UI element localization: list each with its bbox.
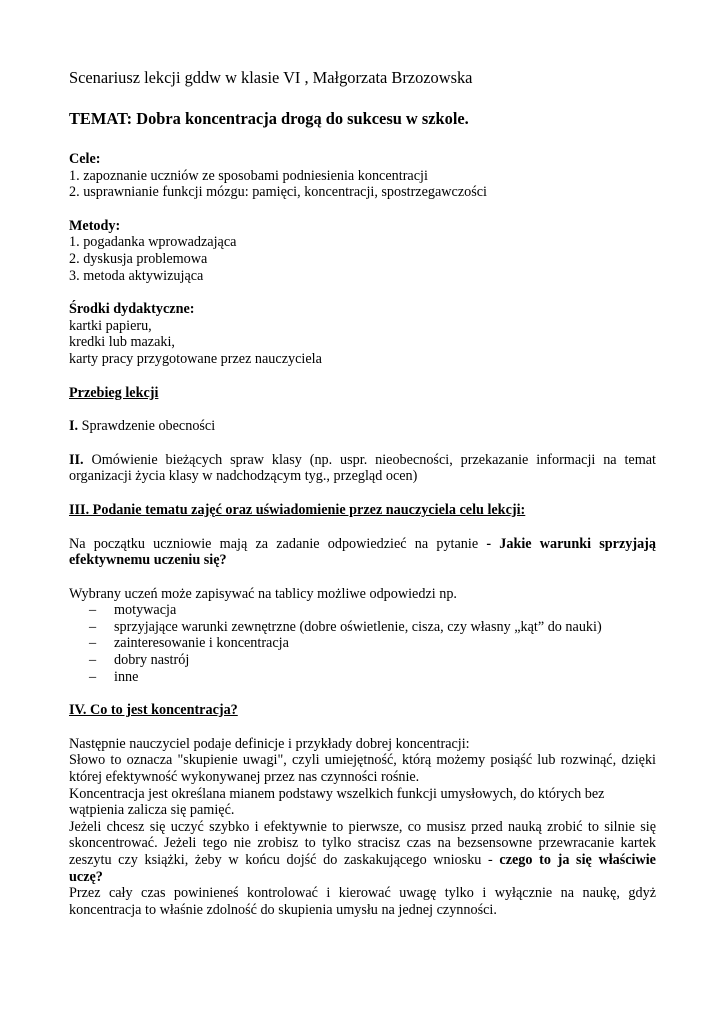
methods-section <box>69 218 656 284</box>
section-3-heading: III. Podanie tematu zajęć oraz uświadomienie przez nauczyciela celu lekcji: <box>69 501 526 518</box>
body-line: Koncentracja jest określana mianem podstawy wszelkich funkcji umysłowych, do których bez <box>69 785 605 802</box>
section-4-heading: IV. Co to jest koncentracja? <box>69 702 238 719</box>
document-header: Scenariusz lekcji gddw w klasie VI , Małgorzata Brzozowska <box>69 68 473 87</box>
section-1 <box>69 418 656 435</box>
question-line <box>69 536 656 553</box>
goal-item: 1. zapoznanie uczniów ze sposobami podniesienia koncentracji <box>69 167 428 184</box>
body-line: koncentracja to właśnie zdolność do skupienia umysłu na jednej czynności. <box>69 901 497 918</box>
question-line: efektywnemu uczeniu się? <box>69 552 227 569</box>
means-section <box>69 301 656 367</box>
body-line: Następnie nauczyciel podaje definicje i przykłady dobrej koncentracji: <box>69 735 470 752</box>
dash-bullet: – <box>89 668 97 685</box>
body-line: skoncentrować. Jeżeli tego nie zrobisz to tylko stracisz czas na bezsensowne przewracanie kartek <box>69 835 656 852</box>
list-item <box>69 635 656 652</box>
goals-section <box>69 151 656 201</box>
body-line: Słowo to oznacza "skupienie uwagi", czyli umiejętność, którą możemy posiąść lub rozwinąć, dzięki <box>69 752 656 769</box>
question-bold: - Jakie warunki sprzyjają <box>486 535 656 552</box>
body-line: której efektywność wykonywanej przez nas czynności rośnie. <box>69 769 420 786</box>
course-heading: Przebieg lekcji <box>69 384 159 401</box>
body-text: zeszytu czy książki, żeby w końcu dojść do zaskakującego wniosku - <box>69 852 500 868</box>
section-4-body <box>69 736 656 919</box>
means-item: kartki papieru, <box>69 317 152 334</box>
list-item-text: zainteresowanie i koncentracja <box>114 635 289 652</box>
method-item: 3. metoda aktywizująca <box>69 267 204 284</box>
body-line: uczę? <box>69 868 103 885</box>
answers-intro: Wybrany uczeń może zapisywać na tablicy możliwe odpowiedzi np. <box>69 585 457 602</box>
method-item: 2. dyskusja problemowa <box>69 250 208 267</box>
list-item <box>69 602 656 619</box>
list-item-text: sprzyjające warunki zewnętrzne (dobre oświetlenie, cisza, czy własny „kąt” do nauki) <box>114 618 602 635</box>
means-item: kredki lub mazaki, <box>69 334 175 351</box>
goal-item: 2. usprawnianie funkcji mózgu: pamięci, koncentracji, spostrzegawczości <box>69 184 487 201</box>
section-1-number: I. <box>69 418 79 435</box>
methods-heading: Metody: <box>69 217 121 234</box>
section-2-text: Omówienie bieżących spraw klasy (np. uspr. nieobecności, przekazanie informacji na temat <box>83 451 656 468</box>
body-line: wątpienia zalicza się pamięć. <box>69 802 235 819</box>
question-intro: Na początku uczniowie mają za zadanie odpowiedzieć na pytanie <box>69 535 487 552</box>
list-item-text: motywacja <box>114 602 177 619</box>
section-2-number: II. <box>69 451 84 468</box>
dash-bullet: – <box>89 618 97 635</box>
goals-heading: Cele: <box>69 151 101 167</box>
section-2-line: organizacji życia klasy w nadchodzącym tyg., przegląd ocen) <box>69 468 418 485</box>
section-2-line <box>69 452 656 469</box>
list-item-text: dobry nastrój <box>114 652 190 669</box>
body-bold-text: czego to ja się właściwie <box>499 852 656 868</box>
body-line: Jeżeli chcesz się uczyć szybko i efektywnie to pierwsze, co musisz przed nauką zrobić to silnie się <box>69 818 656 835</box>
list-item <box>69 669 656 686</box>
section-2 <box>69 452 656 485</box>
means-heading: Środki dydaktyczne: <box>69 301 195 318</box>
dash-bullet: – <box>89 635 97 652</box>
section-1-text: Sprawdzenie obecności <box>78 418 216 435</box>
list-item <box>69 619 656 636</box>
body-line: Przez cały czas powinieneś kontrolować i kierować uwagę tylko i wyłącznie na naukę, gdyż <box>69 885 656 902</box>
list-item <box>69 652 656 669</box>
dash-bullet: – <box>89 652 97 669</box>
list-item-text: inne <box>114 668 139 685</box>
lesson-topic: TEMAT: Dobra koncentracja drogą do sukcesu w szkole. <box>69 109 469 128</box>
section-3-question <box>69 536 656 569</box>
dash-bullet: – <box>89 602 97 619</box>
method-item: 1. pogadanka wprowadzająca <box>69 234 237 251</box>
answers-block <box>69 586 656 686</box>
body-line <box>69 852 656 869</box>
means-item: karty pracy przygotowane przez nauczyciela <box>69 350 322 367</box>
